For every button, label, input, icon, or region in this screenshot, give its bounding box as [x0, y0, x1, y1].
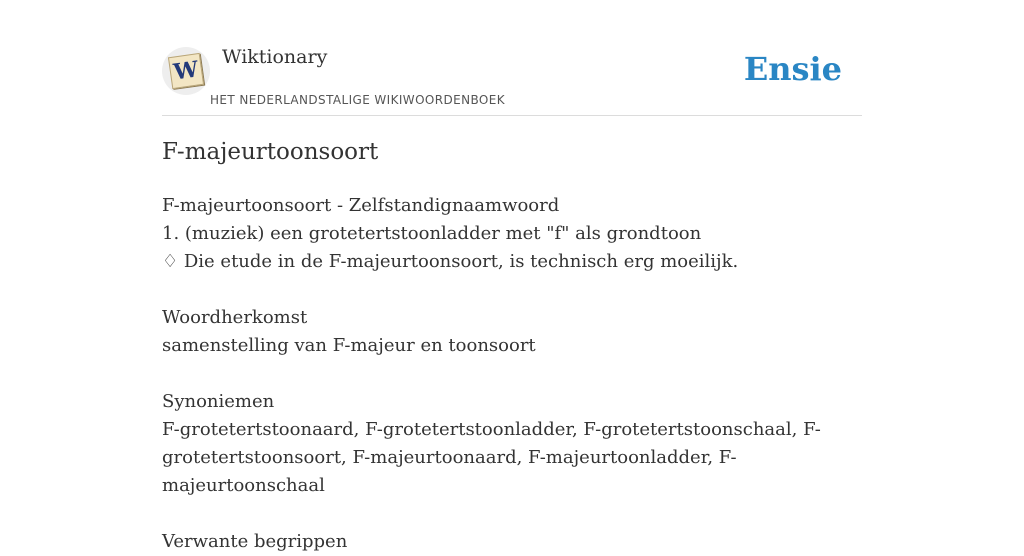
- site-name[interactable]: Wiktionary: [222, 46, 328, 68]
- etymology-text: samenstelling van F-majeur en toonsoort: [162, 335, 536, 356]
- spacer: [162, 360, 862, 388]
- article-content: [162, 192, 862, 556]
- site-tagline: HET NEDERLANDSTALIGE WIKIWOORDENBOEK: [210, 93, 506, 107]
- synonyms-label: Synoniemen: [162, 391, 275, 412]
- synonyms-line: grotetertstoonsoort, F-majeurtoonaard, F-majeurtoonladder, F-majeurtoonschaal: [162, 447, 737, 496]
- logo-tile-icon: W: [168, 53, 204, 89]
- example-sentence: ♢ Die etude in de F-majeurtoonsoort, is technisch erg moeilijk.: [162, 251, 739, 272]
- site-header: [162, 0, 862, 116]
- etymology-label: Woordherkomst: [162, 307, 308, 328]
- entry-heading: F-majeurtoonsoort - Zelfstandignaamwoord: [162, 195, 560, 216]
- related-label: Verwante begrippen: [162, 531, 348, 552]
- synonyms-line: F-grotetertstoonaard, F-grotetertstoonladder, F-grotetertstoonschaal, F-: [162, 419, 821, 440]
- page-wrapper: [162, 0, 862, 552]
- wiktionary-logo[interactable]: [162, 47, 210, 95]
- ensie-brand-link[interactable]: Ensie: [743, 50, 842, 88]
- page-title: F-majeurtoonsoort: [162, 139, 379, 165]
- definition: 1. (muziek) een grotetertstoonladder met "f" als grondtoon: [162, 223, 702, 244]
- spacer: [162, 500, 862, 528]
- spacer: [162, 276, 862, 304]
